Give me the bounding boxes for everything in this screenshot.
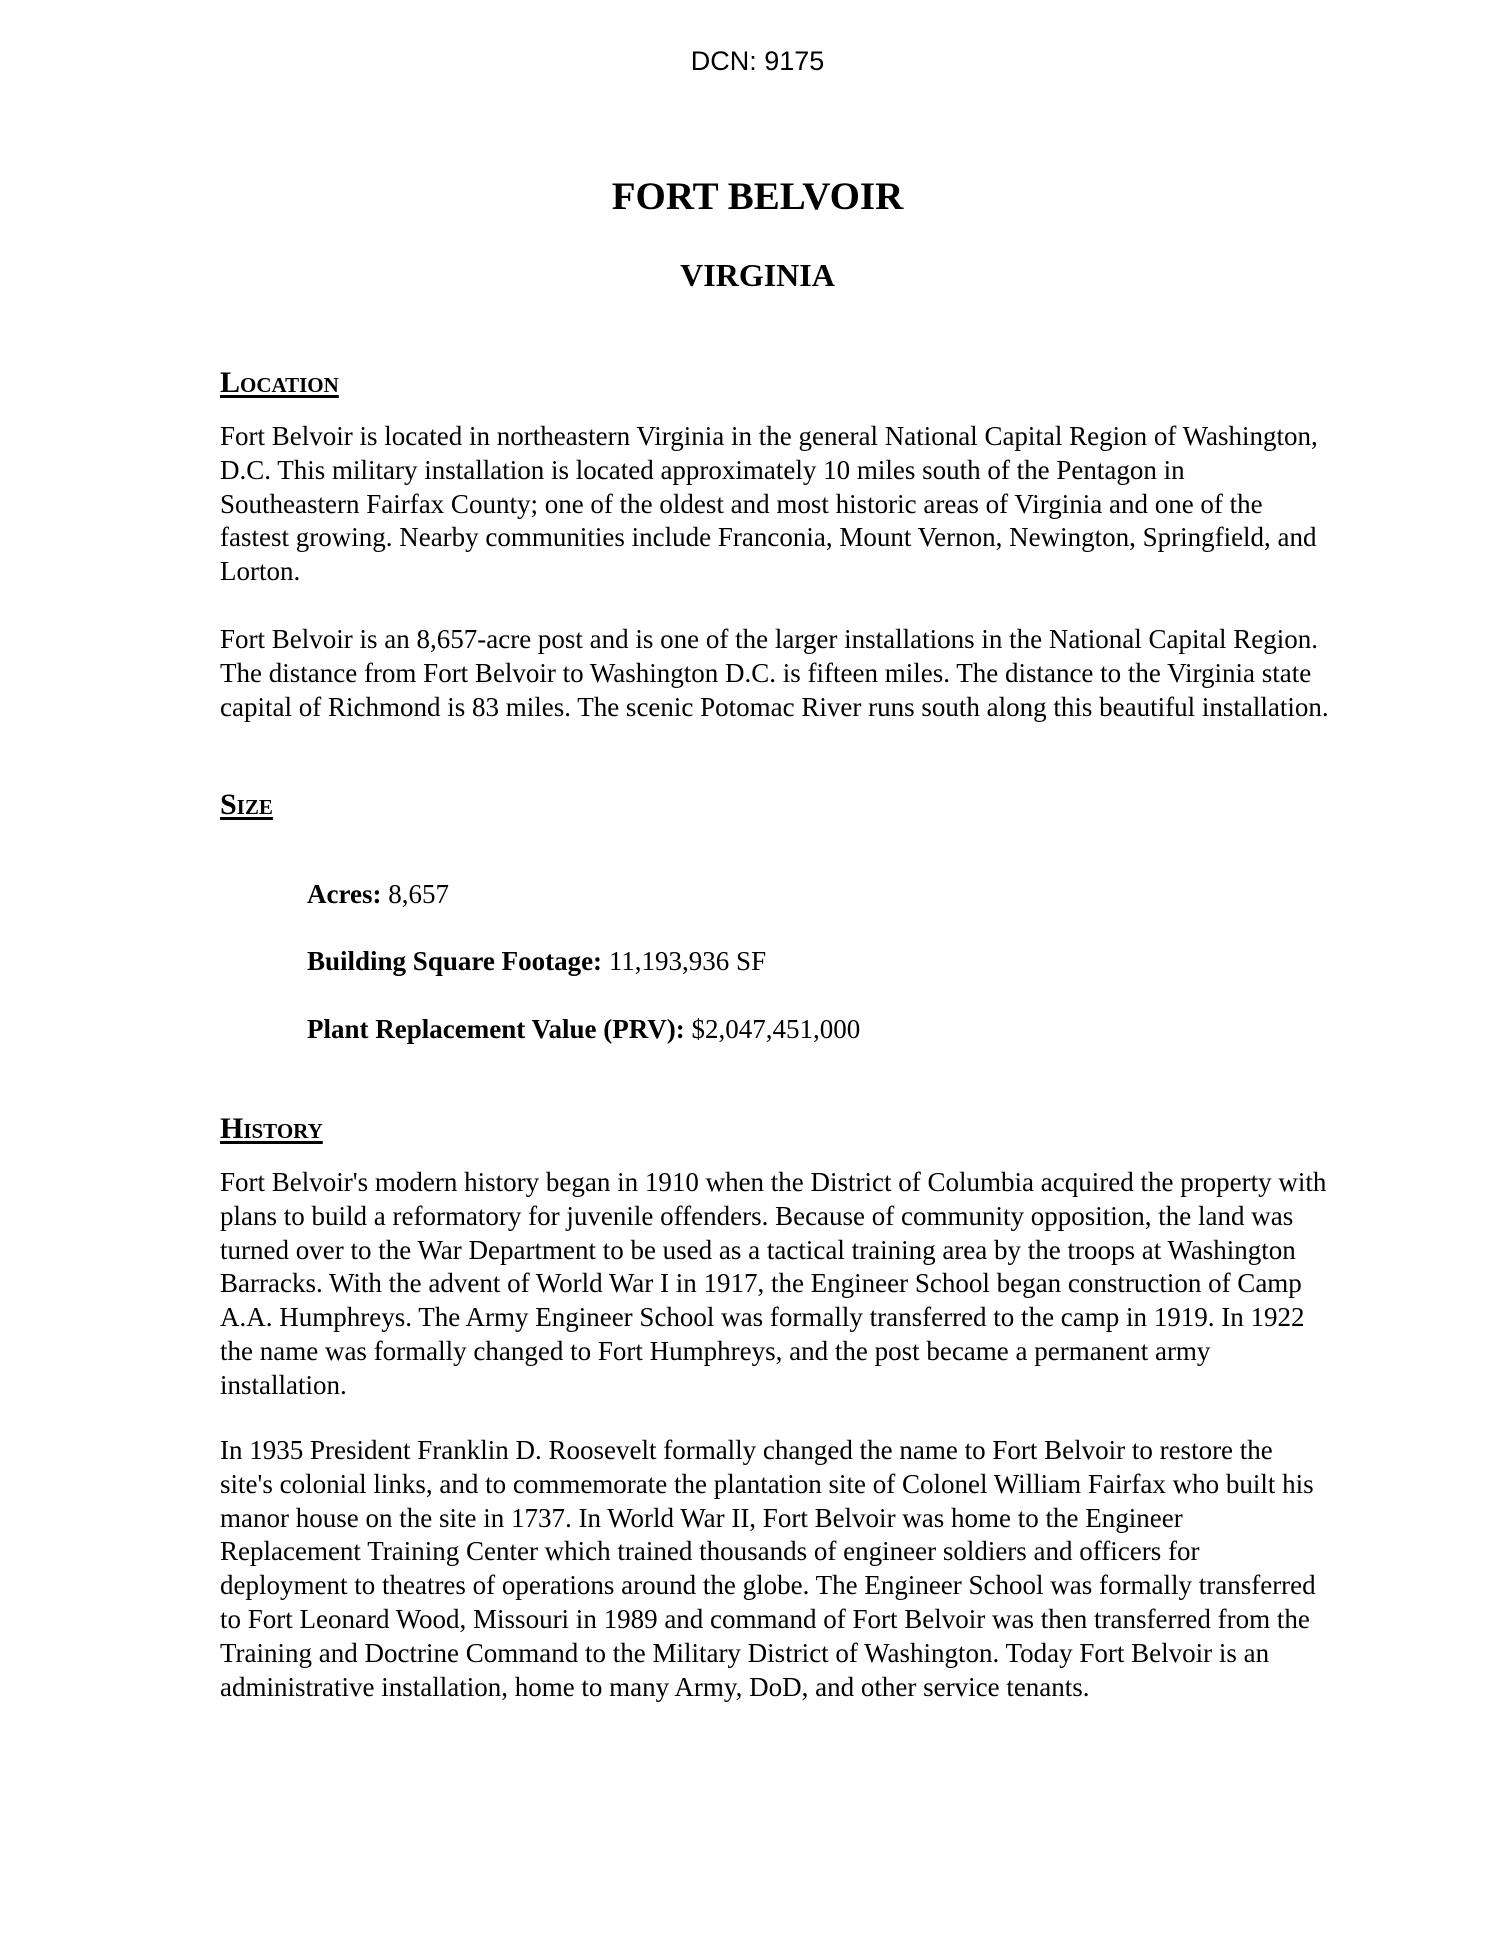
size-acres-value: 8,657 <box>388 879 449 909</box>
size-building-square-footage <box>307 946 766 977</box>
location-paragraph-2: Fort Belvoir is an 8,657-acre post and is one of the larger installations in the National Capital Region. The distance from Fort Belvoir to Washington D.C. is fifteen miles. The distance to the Virginia state capital of Richmond is 83 miles. The scenic Potomac River runs south along this beautiful installation. <box>220 624 1329 722</box>
location-paragraph-1: Fort Belvoir is located in northeastern Virginia in the general National Capital Region of Washington, D.C. This military installation is located approximately 10 miles south of the Pentagon in Southeastern Fairfax County; one of the oldest and most historic areas of Virginia and one of the fastest growing. Nearby communities include Franconia, Mount Vernon, Newington, Springfield, and Lorton. <box>220 421 1318 587</box>
document-control-number: DCN: 9175 <box>690 46 825 76</box>
size-building-square-footage-label: Building Square Footage: <box>307 946 603 976</box>
page-title: FORT BELVOIR <box>611 175 904 218</box>
size-plant-replacement-value-label: Plant Replacement Value (PRV): <box>307 1014 685 1044</box>
size-acres <box>307 879 449 910</box>
location-heading: Location <box>220 366 339 399</box>
size-building-square-footage-value: 11,193,936 SF <box>608 946 767 976</box>
history-heading: History <box>220 1112 323 1145</box>
page-subtitle: VIRGINIA <box>680 257 835 293</box>
history-paragraph-2: In 1935 President Franklin D. Roosevelt formally changed the name to Fort Belvoir to restore the site's colonial links, and to commemorate the plantation site of Colonel William Fairfax who built his manor house on the site in 1737. In World War II, Fort Belvoir was home to the Engineer Replacement Training Center which trained thousands of engineer soldiers and officers for deployment to theatres of operations around the globe. The Engineer School was formally transferred to Fort Leonard Wood, Missouri in 1989 and command of Fort Belvoir was then transferred from the Training and Doctrine Command to the Military District of Washington. Today Fort Belvoir is an administrative installation, home to many Army, DoD, and other service tenants. <box>220 1435 1316 1702</box>
size-plant-replacement-value-value: $2,047,451,000 <box>691 1014 861 1044</box>
size-heading: Size <box>220 788 273 821</box>
size-acres-label: Acres: <box>307 879 382 909</box>
history-paragraph-1: Fort Belvoir's modern history began in 1910 when the District of Columbia acquired the property with plans to build a reformatory for juvenile offenders. Because of community opposition, the land was turned over to the War Department to be used as a tactical training area by the troops at Washington Barracks. With the advent of World War I in 1917, the Engineer School began construction of Camp A.A. Humphreys. The Army Engineer School was formally transferred to the camp in 1919. In 1922 the name was formally changed to Fort Humphreys, and the post became a permanent army installation. <box>220 1167 1327 1400</box>
size-plant-replacement-value <box>307 1014 860 1045</box>
